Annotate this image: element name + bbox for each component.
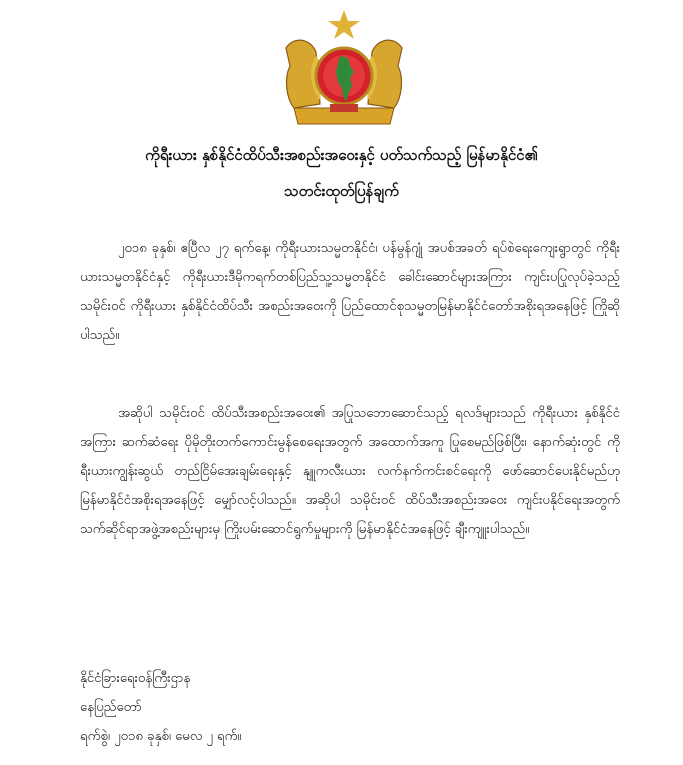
issue-date: ရက်စွဲ၊ ၂၀၁၈ ခုနှစ်၊ မေလ ၂ ရက်။	[80, 729, 242, 744]
footer-block	[80, 664, 242, 751]
paragraph-1: ၂၀၁၈ ခုနှစ်၊ ဧပြီလ ၂၇ ရက်နေ့၊ ကိုရီးယားသမ္မတနိုင်ငံ၊ ပန်မွန်ဂျုံ အပစ်အခတ် ရပ်စဲရေးကျေးရွာတွင် ကိုရီးယားသမ္မတနိုင်ငံနှင့် ကိုရီးယားဒီမိုကရက်တစ်ပြည်သူ့သမ္မတနိုင်ငံ ခေါင်းဆောင်များအကြား ကျင်းပပြုလုပ်ခဲ့သည့် သမိုင်းဝင် ကိုရီးယား နှစ်နိုင်ငံထိပ်သီး အစည်းအဝေးကို ပြည်ထောင်စုသမ္မတမြန်မာနိုင်ငံတော်အစိုးရအနေဖြင့် ကြိုဆိုပါသည်။	[80, 241, 620, 343]
title-line-1: ကိုရီးယား နှစ်နိုင်ငံထိပ်သီးအစည်းအဝေးနှင့် ပတ်သက်သည့် မြန်မာနိုင်ငံ၏	[145, 146, 538, 164]
issue-city: နေပြည်တော်	[80, 700, 142, 715]
state-seal-of-myanmar-icon	[280, 8, 408, 130]
paragraph-2: အဆိုပါ သမိုင်းဝင် ထိပ်သီးအစည်းအဝေး၏ အပြုသဘောဆောင်သည့် ရလဒ်များသည် ကိုရီးယား နှစ်နိုင်ငံအကြား ဆက်ဆံရေး ပိုမိုတိုးတက်ကောင်းမွန်စေရေးအတွက် အထောက်အကူ ပြုစေမည်ဖြစ်ပြီး၊ နောက်ဆုံးတွင် ကိုရီးယားကျွန်းဆွယ် တည်ငြိမ်အေးချမ်းရေးနှင့် နျူကလီးယား လက်နက်ကင်းစင်ရေးကို ဖော်ဆောင်ပေးနိုင်မည်ဟု မြန်မာနိုင်ငံအစိုးရအနေဖြင့် မျှော်လင့်ပါသည်။ အဆိုပါ သမိုင်းဝင် ထိပ်သီးအစည်းအဝေး ကျင်းပနိုင်ရေးအတွက် သက်ဆိုင်ရာအဖွဲ့အစည်းများမှ ကြိုးပမ်းဆောင်ရွက်မှုများကို မြန်မာနိုင်ငံအနေဖြင့် ချီးကျူးပါသည်။	[80, 406, 620, 537]
ministry-name: နိုင်ငံခြားရေးဝန်ကြီးဌာန	[80, 671, 191, 686]
title-line-2: သတင်းထုတ်ပြန်ချက်	[284, 182, 399, 200]
star-icon	[328, 10, 360, 39]
